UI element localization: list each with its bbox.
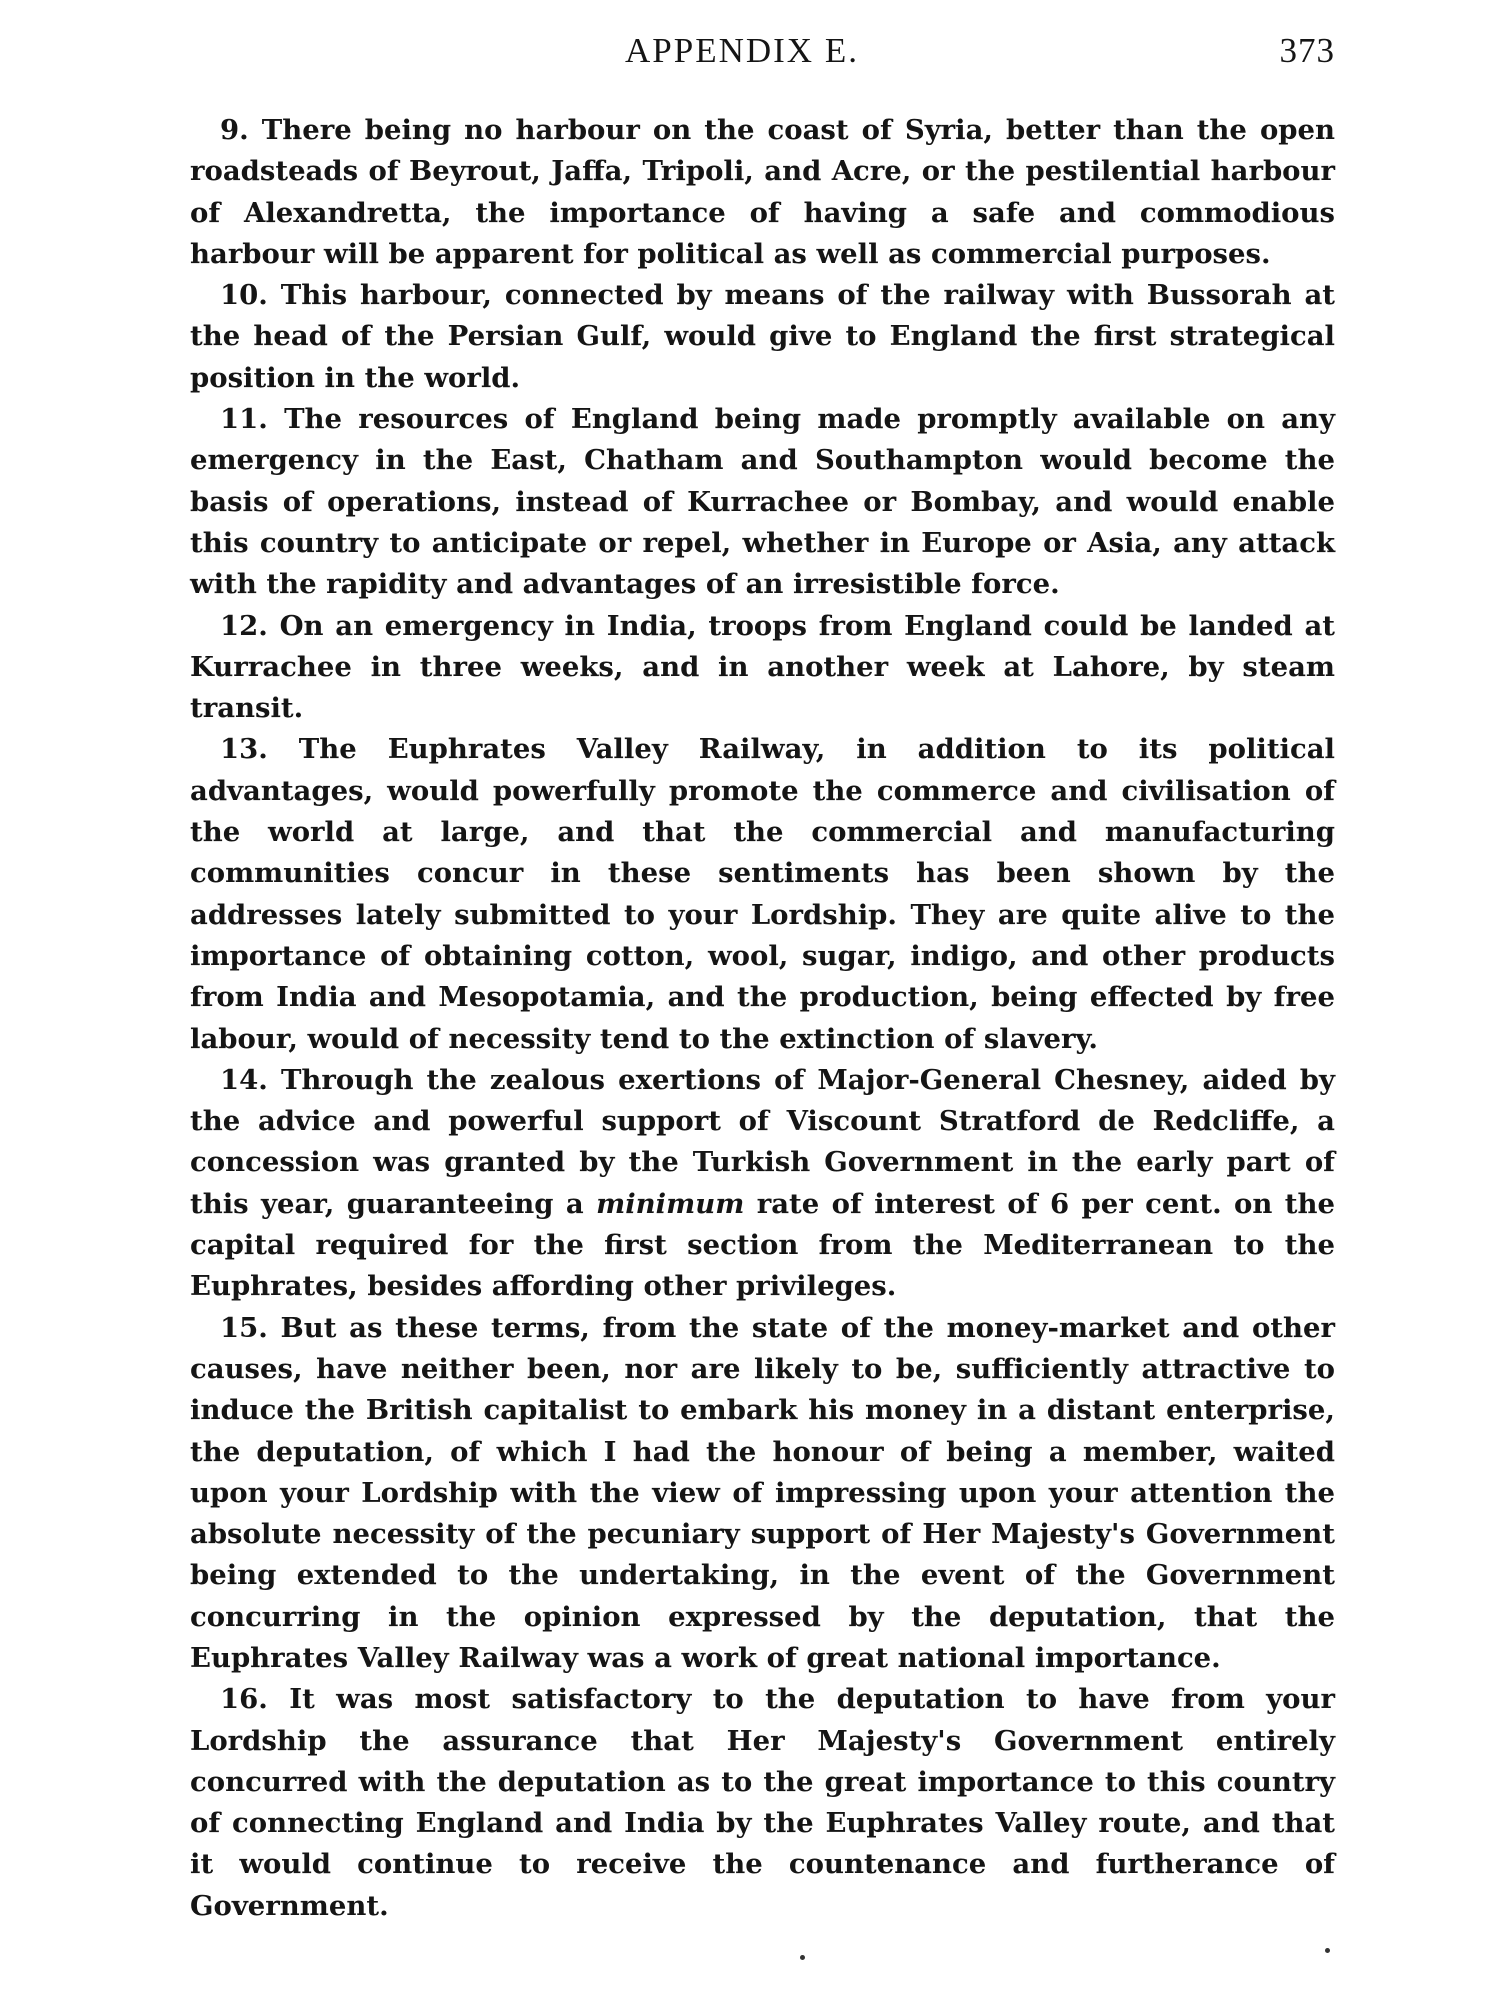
paragraph-number: 12. — [220, 609, 268, 642]
italic-term: minimum — [596, 1187, 745, 1220]
paragraph-number: 16. — [220, 1683, 268, 1716]
paragraph-text: The Euphrates Valley Railway, in addition to its political advantages, would powerfully promote the commerce and civilisation of the world at large, and that the commercial and manufacturing communities concur in these sentiments has been shown by the addresses lately submitted to your Lordship. They are quite alive to the importance of obtaining cotton, wool, sugar, indigo, and other products from India and Mesopotamia, and the production, being effected by free labour, would of necessity tend to the extinction of slavery. — [190, 733, 1335, 1055]
paragraph-text: It was most satisfactory to the deputation to have from your Lordship the assurance that Her Majesty's Government entirely concurred with the deputation as to the great importance to this country of connecting England and India by the Euphrates Valley route, and that it would continue to receive the countenance and furtherance of Government. — [190, 1683, 1335, 1922]
paragraph-text: The resources of England being made promptly available on any emergency in the East, Chatham and Southampton would become the basis of operations, instead of Kurrachee or Bombay, and would enable this country to anticipate or repel, whether in Europe or Asia, any attack with the rapidity and advantages of an irresistible force. — [190, 403, 1335, 601]
paragraph-14 — [190, 1060, 1335, 1308]
chapter-title: APPENDIX E. — [625, 31, 859, 70]
paragraph-number: 15. — [220, 1311, 268, 1344]
running-head — [190, 28, 1335, 74]
body-text — [190, 110, 1335, 1927]
print-speck — [1325, 1948, 1330, 1953]
page-number: 373 — [1279, 31, 1335, 70]
paragraph-16 — [190, 1679, 1335, 1927]
paragraph-text-before: Through the zealous exertions of Major-General Chesney, aided by the advice and powerful support of Viscount Stratford de Redcliffe, a concession was granted by the Turkish Government in the early part of this year, guaranteeing a — [190, 1063, 1335, 1220]
paragraph-12 — [190, 606, 1335, 730]
paragraph-13 — [190, 729, 1335, 1059]
paragraph-11 — [190, 399, 1335, 605]
paragraph-text: But as these terms, from the state of the money-market and other causes, have neither been, nor are likely to be, sufficiently attractive to induce the British capitalist to embark his money in a distant enterprise, the deputation, of which I had the honour of being a member, waited upon your Lordship with the view of impressing upon your attention the absolute necessity of the pecuniary support of Her Majesty's Government being extended to the undertaking, in the event of the Government concurring in the opinion expressed by the deputation, that the Euphrates Valley Railway was a work of great national importance. — [190, 1311, 1335, 1674]
paragraph-text: On an emergency in India, troops from England could be landed at Kurrachee in three weeks, and in another week at Lahore, by steam transit. — [190, 609, 1335, 725]
paragraph-number: 14. — [220, 1063, 268, 1096]
paragraph-10 — [190, 275, 1335, 399]
paragraph-number: 13. — [220, 733, 268, 766]
paragraph-15 — [190, 1308, 1335, 1680]
print-speck — [800, 1955, 805, 1960]
paragraph-number: 10. — [220, 279, 268, 312]
paragraph-text: This harbour, connected by means of the railway with Bussorah at the head of the Persian Gulf, would give to England the first strategical position in the world. — [190, 279, 1335, 394]
paragraph-text: There being no harbour on the coast of Syria, better than the open roadsteads of Beyrout, Jaffa, Tripoli, and Acre, or the pestilential harbour of Alexandretta, the importance of having a safe and commodious harbour will be apparent for political as well as commercial purposes. — [190, 114, 1336, 270]
paragraph-9 — [190, 110, 1335, 275]
paragraph-number: 9. — [220, 114, 249, 146]
paragraph-text-after: rate of interest of 6 per cent. on the capital required for the first section from the Mediterranean to the Euphrates, besides affording other privileges. — [190, 1187, 1335, 1303]
paragraph-number: 11. — [220, 403, 268, 436]
